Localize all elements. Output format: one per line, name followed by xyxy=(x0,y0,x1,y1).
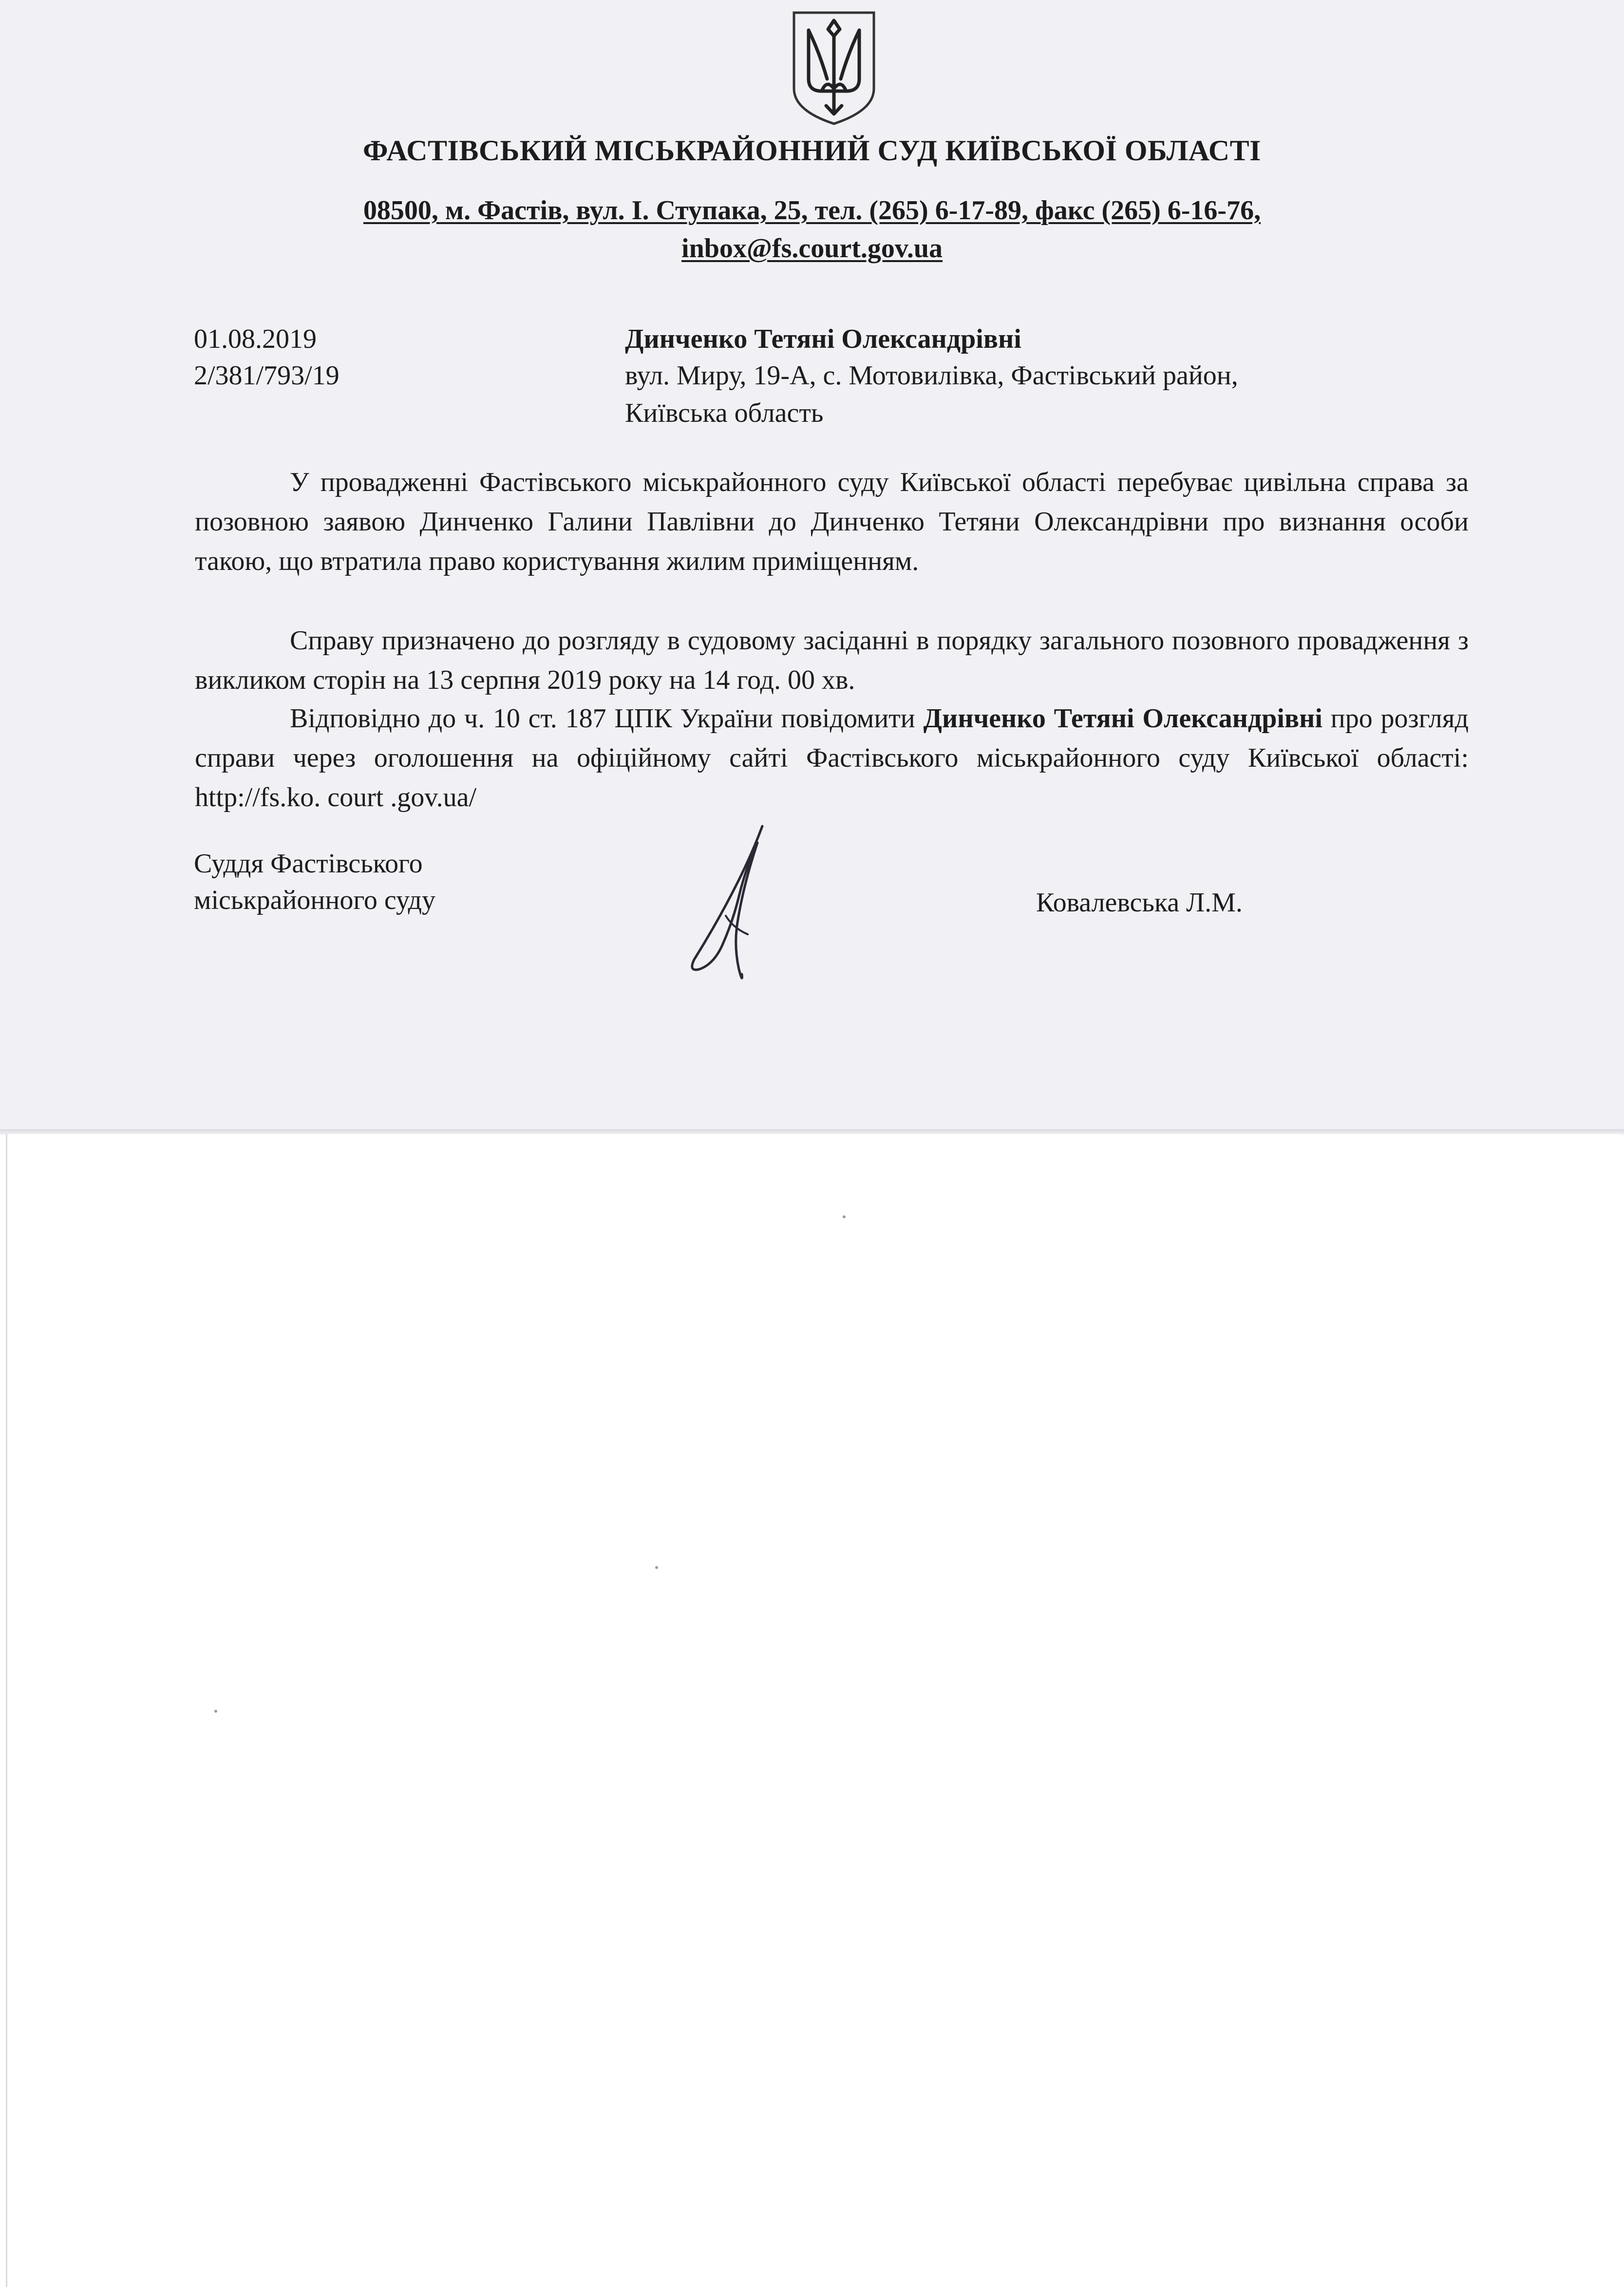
handwritten-signature xyxy=(680,823,796,989)
document-date: 01.08.2019 xyxy=(194,324,317,354)
judge-name: Ковалевська Л.М. xyxy=(1036,888,1243,918)
coat-of-arms-icon xyxy=(785,6,883,128)
scan-speck xyxy=(843,1215,846,1218)
judge-position-line1: Суддя Фастівського xyxy=(194,849,423,879)
paragraph-3-end: про розгляд справи через оголошення на офіційному сайті Фастівського міськрайонного суду Київської області: http://fs.ko. court .gov.ua/ xyxy=(195,703,1469,813)
recipient-address-line1: вул. Миру, 19-А, с. Мотовилівка, Фастівський район, xyxy=(625,360,1238,391)
court-name-heading: ФАСТІВСЬКИЙ МІСЬКРАЙОННИЙ СУД КИЇВСЬКОЇ ОБЛАСТІ xyxy=(363,134,1261,167)
court-email-line xyxy=(0,233,1624,264)
blank-backing-sheet xyxy=(6,1134,1620,2287)
paragraph-3-start: Відповідно до ч. 10 ст. 187 ЦПК України повідомити xyxy=(290,703,924,734)
paragraph-3-recipient: Динченко Тетяні Олександрівні xyxy=(923,703,1322,734)
recipient-name: Динченко Тетяні Олександрівні xyxy=(625,324,1021,354)
recipient-address-line2: Київська область xyxy=(625,398,824,428)
body-paragraph-1: У провадженні Фастівського міськрайонного суду Київської області перебуває цивільна справа за позовною заявою Динченко Галини Павлівни до Динченко Тетяни Олександрівни про визнання особи такою, що втратила право користування жилим приміщенням. xyxy=(195,467,1469,576)
body-paragraph-2: Справу призначено до розгляду в судовому засіданні в порядку загального позовного провадження з викликом сторін на 13 серпня 2019 року на 14 год. 00 хв. xyxy=(195,625,1469,695)
judge-position-line2: міськрайонного суду xyxy=(194,885,436,915)
court-address-text: 08500, м. Фастів, вул. І. Ступака, 25, тел. (265) 6-17-89, факс (265) 6-16-76, xyxy=(363,195,1261,226)
court-address-line xyxy=(0,195,1624,226)
body-paragraph-3 xyxy=(195,699,1469,817)
reference-number: 2/381/793/19 xyxy=(194,360,340,391)
scan-speck xyxy=(214,1710,217,1713)
court-email-link[interactable]: inbox@fs.court.gov.ua xyxy=(681,233,943,264)
scan-speck xyxy=(655,1566,658,1569)
